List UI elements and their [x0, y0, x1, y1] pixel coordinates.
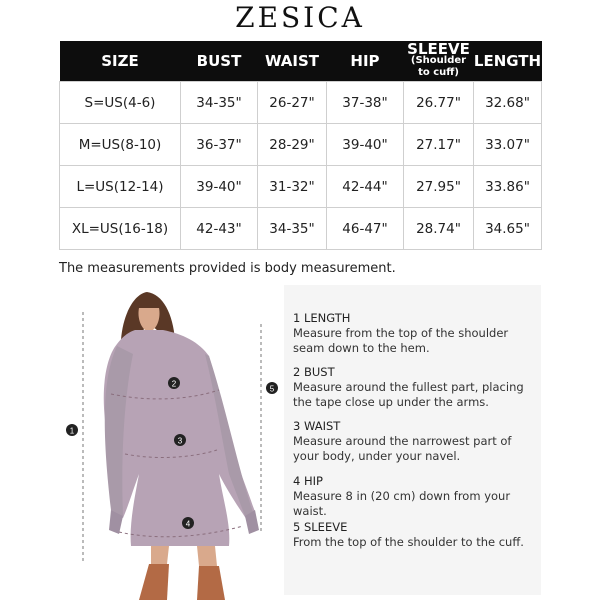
measurement-note: The measurements provided is body measurement. — [59, 261, 396, 276]
table-cell: 46-47" — [327, 208, 404, 250]
marker-5 — [266, 382, 278, 394]
table-row — [60, 166, 542, 208]
marker-5-label: 5 — [269, 384, 275, 394]
table-cell: XL=US(16-18) — [60, 208, 181, 250]
model-leg — [197, 546, 217, 566]
header-bust: BUST — [181, 41, 258, 82]
table-cell: 34.65" — [474, 208, 542, 250]
table-row — [60, 82, 542, 124]
guide-hip-text: Measure 8 in (20 cm) down from your waist. — [293, 489, 511, 518]
table-row — [60, 124, 542, 166]
marker-2 — [168, 377, 180, 389]
header-length: LENGTH — [474, 41, 542, 82]
guide-bust-title: 2 BUST — [293, 365, 335, 379]
guide-waist — [293, 419, 538, 464]
guide-bust-text: Measure around the fullest part, placing the tape close up under the arms. — [293, 380, 524, 409]
guide-sleeve — [293, 520, 538, 550]
model-boot — [197, 566, 225, 600]
table-cell: 33.07" — [474, 124, 542, 166]
brand-logo: ZESICA — [235, 1, 365, 34]
guide-hip-title: 4 HIP — [293, 474, 323, 488]
model-figure — [59, 284, 289, 600]
model-leg — [151, 546, 169, 564]
guide-bust — [293, 365, 538, 410]
guide-waist-title: 3 WAIST — [293, 419, 341, 433]
table-header-row — [60, 41, 542, 82]
table-cell: M=US(8-10) — [60, 124, 181, 166]
table-cell: 33.86" — [474, 166, 542, 208]
marker-1 — [66, 424, 78, 436]
table-cell: 26.77" — [404, 82, 474, 124]
table-cell: 37-38" — [327, 82, 404, 124]
marker-3 — [174, 434, 186, 446]
table-cell: 39-40" — [327, 124, 404, 166]
table-cell: 28-29" — [258, 124, 327, 166]
guide-waist-text: Measure around the narrowest part of your body, under your navel. — [293, 434, 512, 463]
guide-hip — [293, 474, 538, 519]
marker-1-label: 1 — [69, 426, 75, 436]
guide-sleeve-title: 5 SLEEVE — [293, 520, 348, 534]
header-sleeve-label: SLEEVE — [407, 40, 470, 58]
table-row — [60, 208, 542, 250]
table-cell: 34-35" — [258, 208, 327, 250]
header-sleeve-sub: (Shoulder to cuff) — [410, 55, 467, 78]
guide-sleeve-text: From the top of the shoulder to the cuff. — [293, 535, 524, 549]
table-cell: 34-35" — [181, 82, 258, 124]
header-waist: WAIST — [258, 41, 327, 82]
guide-length — [293, 311, 538, 356]
marker-3-label: 3 — [177, 436, 183, 446]
header-hip: HIP — [327, 41, 404, 82]
table-cell: 42-43" — [181, 208, 258, 250]
size-chart-table — [59, 41, 542, 250]
marker-4 — [182, 517, 194, 529]
model-boot — [139, 564, 169, 600]
table-cell: 27.17" — [404, 124, 474, 166]
table-cell: 27.95" — [404, 166, 474, 208]
table-cell: L=US(12-14) — [60, 166, 181, 208]
guide-length-text: Measure from the top of the shoulder seam down to the hem. — [293, 326, 509, 355]
table-cell: 31-32" — [258, 166, 327, 208]
table-cell: 32.68" — [474, 82, 542, 124]
table-cell: 39-40" — [181, 166, 258, 208]
measurement-guide-panel — [284, 285, 541, 595]
table-cell: 36-37" — [181, 124, 258, 166]
table-cell: 42-44" — [327, 166, 404, 208]
table-cell: 26-27" — [258, 82, 327, 124]
guide-length-title: 1 LENGTH — [293, 311, 351, 325]
table-cell: S=US(4-6) — [60, 82, 181, 124]
header-sleeve — [404, 41, 474, 82]
header-size: SIZE — [60, 41, 181, 82]
marker-4-label: 4 — [185, 519, 191, 529]
table-cell: 28.74" — [404, 208, 474, 250]
marker-2-label: 2 — [171, 379, 177, 389]
